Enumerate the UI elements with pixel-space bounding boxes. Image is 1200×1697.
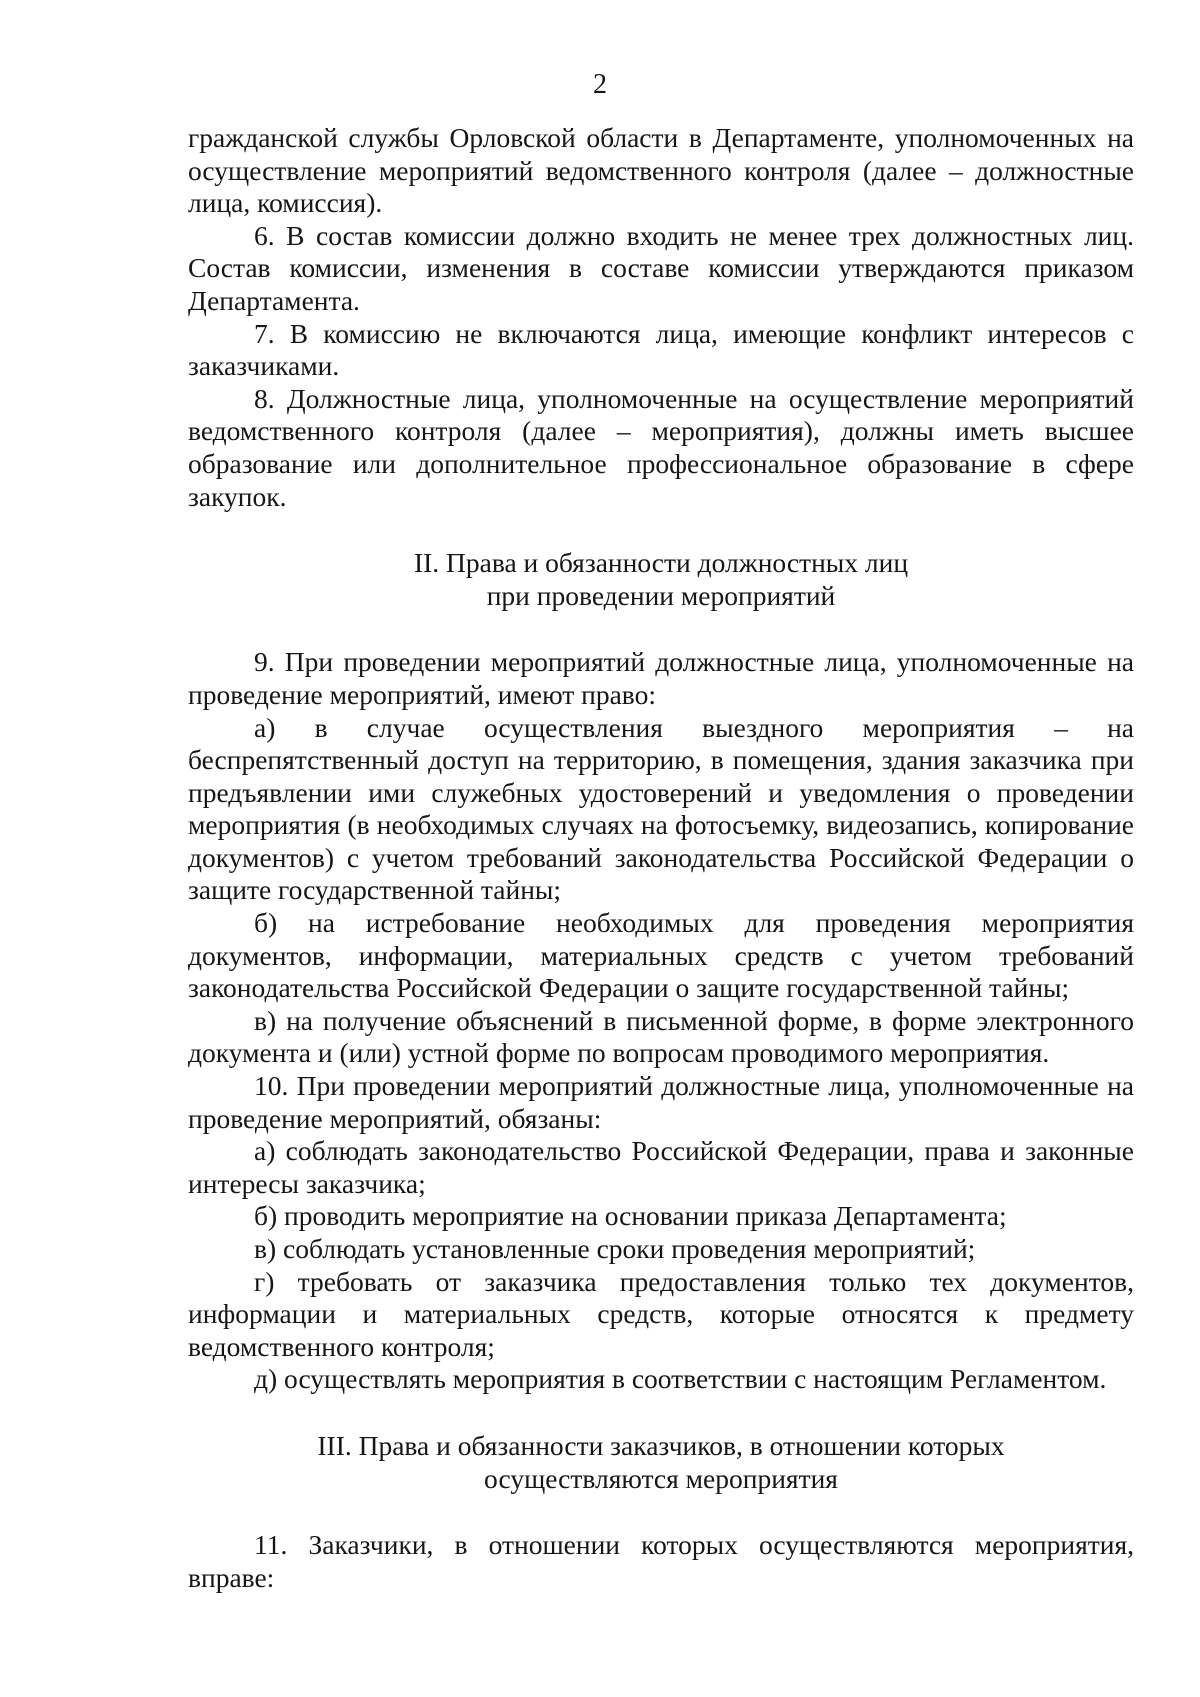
- paragraph-8: 8. Должностные лица, уполномоченные на осуществление мероприятий ведомственного контроля (далее – мероприятия), должны иметь высшее образование или дополнительное профессиональное образование в сфере закупок.: [188, 382, 1134, 512]
- section-2-heading-line-1: II. Права и обязанности должностных лиц: [413, 547, 909, 579]
- spacer: [188, 513, 1134, 547]
- paragraph-9c: в) на получение объяснений в письменной форме, в форме электронного документа и (или) устной форме по вопросам проводимого мероприятия.: [188, 1004, 1134, 1069]
- section-3-heading-line-1: III. Права и обязанности заказчиков, в отношении которых: [317, 1429, 1005, 1461]
- paragraph-9b: б) на истребование необходимых для проведения мероприятия документов, информации, материальных средств с учетом требований законодательства Российской Федерации о защите государственной тайны;: [188, 907, 1134, 1004]
- paragraph-6: 6. В состав комиссии должно входить не менее трех должностных лиц. Состав комиссии, изменения в составе комиссии утверждаются приказом Департамента.: [188, 219, 1134, 316]
- paragraph-10c: в) соблюдать установленные сроки проведения мероприятий;: [254, 1233, 976, 1264]
- section-3-heading-line-2: осуществляются мероприятия: [484, 1462, 838, 1494]
- paragraph-5-continuation: гражданской службы Орловской области в Департаменте, уполномоченных на осуществление мероприятий ведомственного контроля (далее – должностные лица, комиссия).: [188, 122, 1134, 219]
- paragraph-9: 9. При проведении мероприятий должностные лица, уполномоченные на проведение мероприятий, имеют право:: [188, 646, 1134, 710]
- page-number: 2: [593, 69, 607, 100]
- paragraph-9a: а) в случае осуществления выездного мероприятия – на беспрепятственный доступ на территорию, в помещения, здания заказчика при предъявлении ими служебных удостоверений и уведомления о проведении мероприятия (в необходимых случаях на фотосъемку, видеозапись, копирование документов) с учетом требований законодательства Российской Федерации о защите государственной тайны;: [188, 711, 1134, 906]
- document-body: [188, 122, 1134, 1594]
- paragraph-10: 10. При проведении мероприятий должностные лица, уполномоченные на проведение мероприятий, обязаны:: [188, 1070, 1134, 1134]
- spacer: [188, 612, 1134, 646]
- paragraph-10d: г) требовать от заказчика предоставления только тех документов, информации и материальных средств, которые относятся к предмету ведомственного контроля;: [188, 1265, 1134, 1362]
- paragraph-10e: д) осуществлять мероприятия в соответствии с настоящим Регламентом.: [254, 1363, 1107, 1395]
- paragraph-11: 11. Заказчики, в отношении которых осуществляются мероприятия, вправе:: [188, 1529, 1134, 1593]
- section-2-heading-line-2: при проведении мероприятий: [486, 579, 836, 611]
- paragraph-10b: б) проводить мероприятие на основании приказа Департамента;: [254, 1200, 1007, 1232]
- spacer: [188, 1396, 1134, 1430]
- spacer: [188, 1495, 1134, 1529]
- paragraph-7: 7. В комиссию не включаются лица, имеющие конфликт интересов с заказчиками.: [188, 317, 1134, 382]
- paragraph-10a: а) соблюдать законодательство Российской Федерации, права и законные интересы заказчика;: [188, 1135, 1134, 1199]
